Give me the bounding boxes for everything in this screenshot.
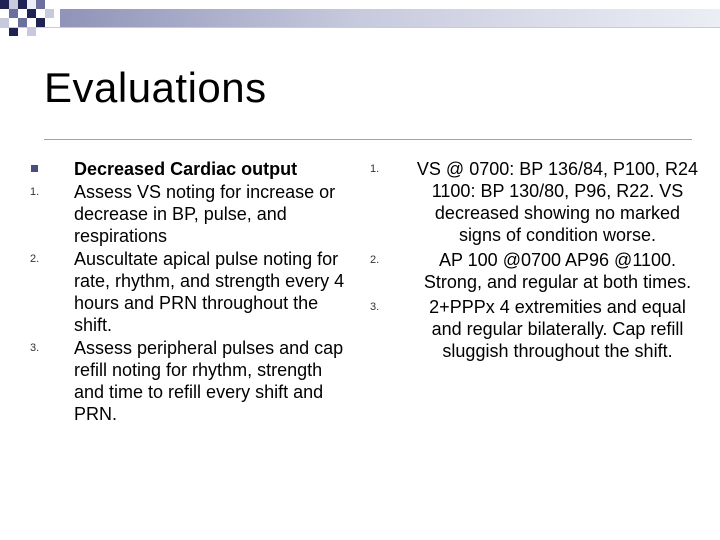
banner-square xyxy=(36,18,45,27)
right-column xyxy=(370,158,700,363)
banner-square xyxy=(27,9,36,18)
banner-square xyxy=(9,0,18,9)
section-heading: Decreased Cardiac output xyxy=(74,159,298,179)
list-item xyxy=(370,158,700,246)
list-item-text: Assess VS noting for increase or decrease in BP, pulse, and respirations xyxy=(74,182,336,246)
banner-square xyxy=(9,27,18,36)
list-number: 2. xyxy=(370,254,380,266)
left-column xyxy=(30,158,355,426)
banner-square xyxy=(27,27,36,36)
list-number: 3. xyxy=(30,342,40,354)
banner-square xyxy=(0,18,9,27)
list-item xyxy=(370,296,700,362)
banner-line xyxy=(0,27,720,28)
banner-square xyxy=(18,0,27,9)
list-item xyxy=(30,248,355,336)
title-divider xyxy=(44,139,692,140)
banner-square xyxy=(0,0,9,9)
list-item xyxy=(30,337,355,425)
list-item-heading xyxy=(30,158,355,180)
list-item-text: Assess peripheral pulses and cap refill noting for rhythm, strength and time to refill every shift and PRN. xyxy=(74,338,344,424)
list-item-text: 2+PPPx 4 extremities and equal and regular bilaterally. Cap refill sluggish throughout the shift. xyxy=(429,297,686,361)
banner-square xyxy=(18,18,27,27)
banner-square xyxy=(27,0,36,9)
banner-stripe xyxy=(60,9,720,27)
list-number: 3. xyxy=(370,301,380,313)
list-item xyxy=(370,249,700,293)
banner-square xyxy=(45,9,54,18)
list-item xyxy=(30,181,355,247)
square-bullet-icon xyxy=(31,165,38,172)
list-item-text: Auscultate apical pulse noting for rate, rhythm, and strength every 4 hours and PRN throughout the shift. xyxy=(74,249,345,335)
list-number: 1. xyxy=(370,163,380,175)
list-number: 1. xyxy=(30,186,40,198)
banner-square xyxy=(36,0,45,9)
list-item-text: AP 100 @0700 AP96 @1100. Strong, and regular at both times. xyxy=(423,250,692,292)
slide-title: Evaluations xyxy=(44,64,267,111)
banner-square xyxy=(9,9,18,18)
list-number: 2. xyxy=(30,253,40,265)
decorative-banner xyxy=(0,0,720,40)
list-item-text: VS @ 0700: BP 136/84, P100, R24 1100: BP 130/80, P96, R22. VS decreased showing no marked signs of condition worse. xyxy=(416,159,699,245)
